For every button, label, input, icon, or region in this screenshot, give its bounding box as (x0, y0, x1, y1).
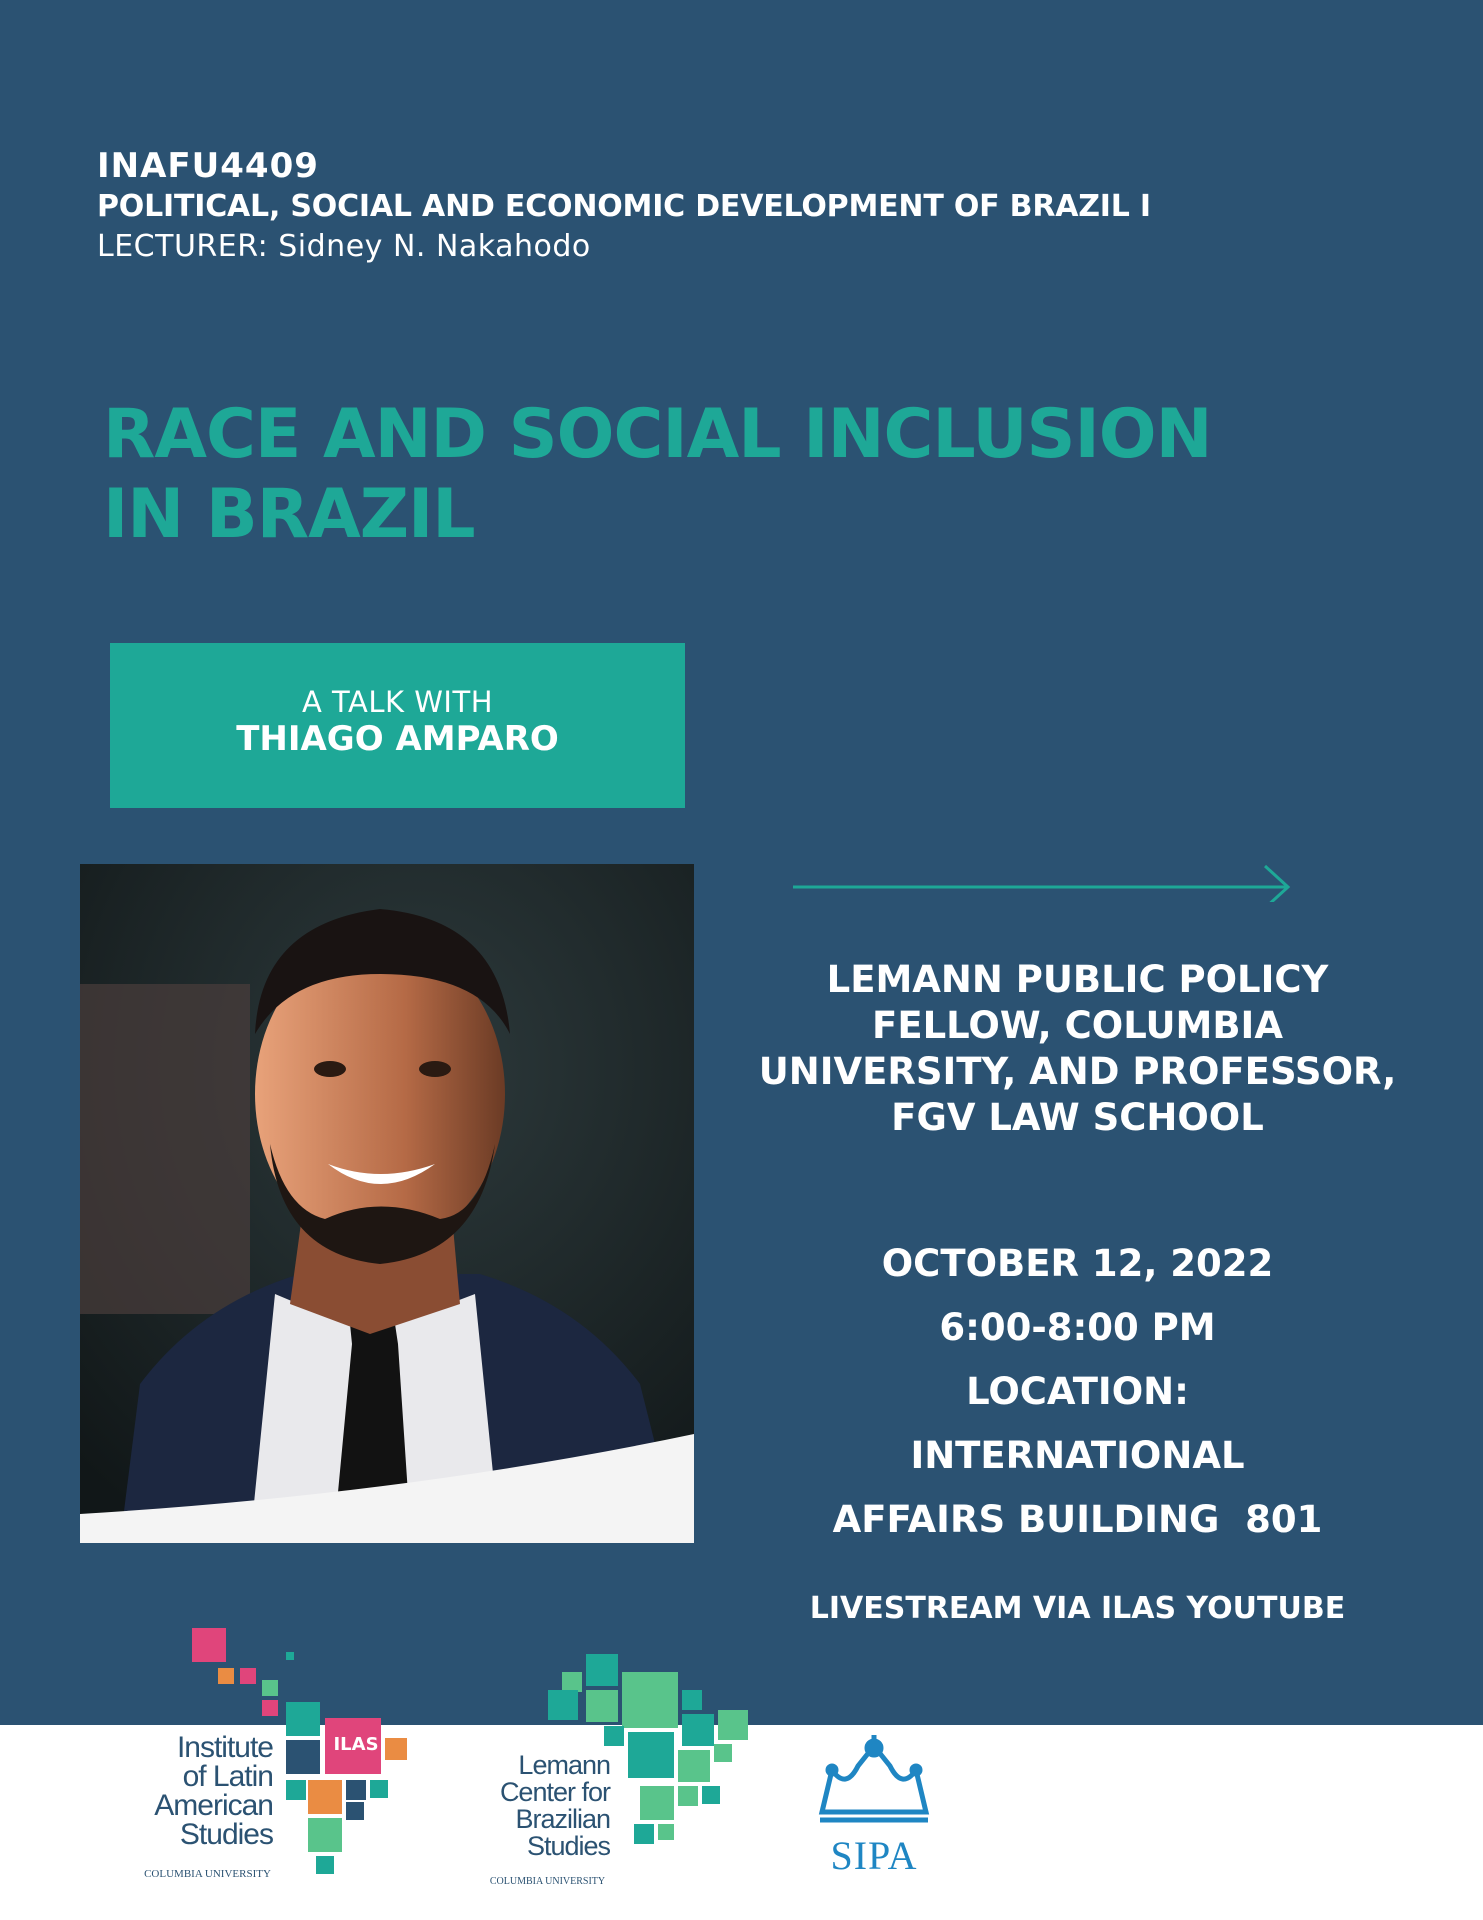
lemann-name-line: Brazilian (515, 1804, 610, 1834)
livestream-info: LIVESTREAM VIA ILAS YOUTUBE (809, 1591, 1346, 1626)
affiliation-line: LEMANN PUBLIC POLICY (826, 958, 1329, 1001)
location-line: AFFAIRS BUILDING 801 (832, 1498, 1323, 1541)
course-code: INAFU4409 (97, 146, 319, 186)
ilas-affiliation: COLUMBIA UNIVERSITY (144, 1868, 271, 1880)
ilas-logo-name (130, 1733, 273, 1849)
talk-intro: A TALK WITH (302, 685, 493, 719)
lemann-name-line: Center for (499, 1777, 610, 1807)
course-title: POLITICAL, SOCIAL AND ECONOMIC DEVELOPMENT OF BRAZIL I (97, 189, 1151, 224)
event-date: OCTOBER 12, 2022 (881, 1242, 1274, 1285)
lemann-affiliation: COLUMBIA UNIVERSITY (489, 1876, 606, 1887)
affiliation-line: FELLOW, COLUMBIA (872, 1004, 1283, 1047)
location-line: INTERNATIONAL (910, 1434, 1245, 1477)
sipa-logo-name: SIPA (830, 1833, 918, 1878)
event-title-line2: IN BRAZIL (103, 475, 475, 554)
sipa-crown-icon (820, 1735, 928, 1820)
affiliation-line: UNIVERSITY, AND PROFESSOR, (758, 1050, 1397, 1093)
event-title-line1: RACE AND SOCIAL INCLUSION (103, 395, 1212, 474)
ilas-badge: ILAS (333, 1734, 379, 1755)
lecturer: LECTURER: Sidney N. Nakahodo (97, 229, 591, 264)
lemann-name-line: Studies (526, 1831, 610, 1861)
ilas-name-line: American (154, 1789, 273, 1822)
ilas-name-line: of Latin (182, 1760, 273, 1793)
location-label: LOCATION: (966, 1370, 1189, 1413)
event-time: 6:00-8:00 PM (939, 1306, 1216, 1349)
speaker-name: THIAGO AMPARO (236, 719, 559, 759)
affiliation-line: FGV LAW SCHOOL (891, 1096, 1264, 1139)
lemann-name-line: Lemann (518, 1750, 610, 1780)
ilas-name-line: Institute (176, 1731, 273, 1764)
lemann-logo-name (478, 1752, 610, 1860)
ilas-name-line: Studies (179, 1818, 273, 1851)
